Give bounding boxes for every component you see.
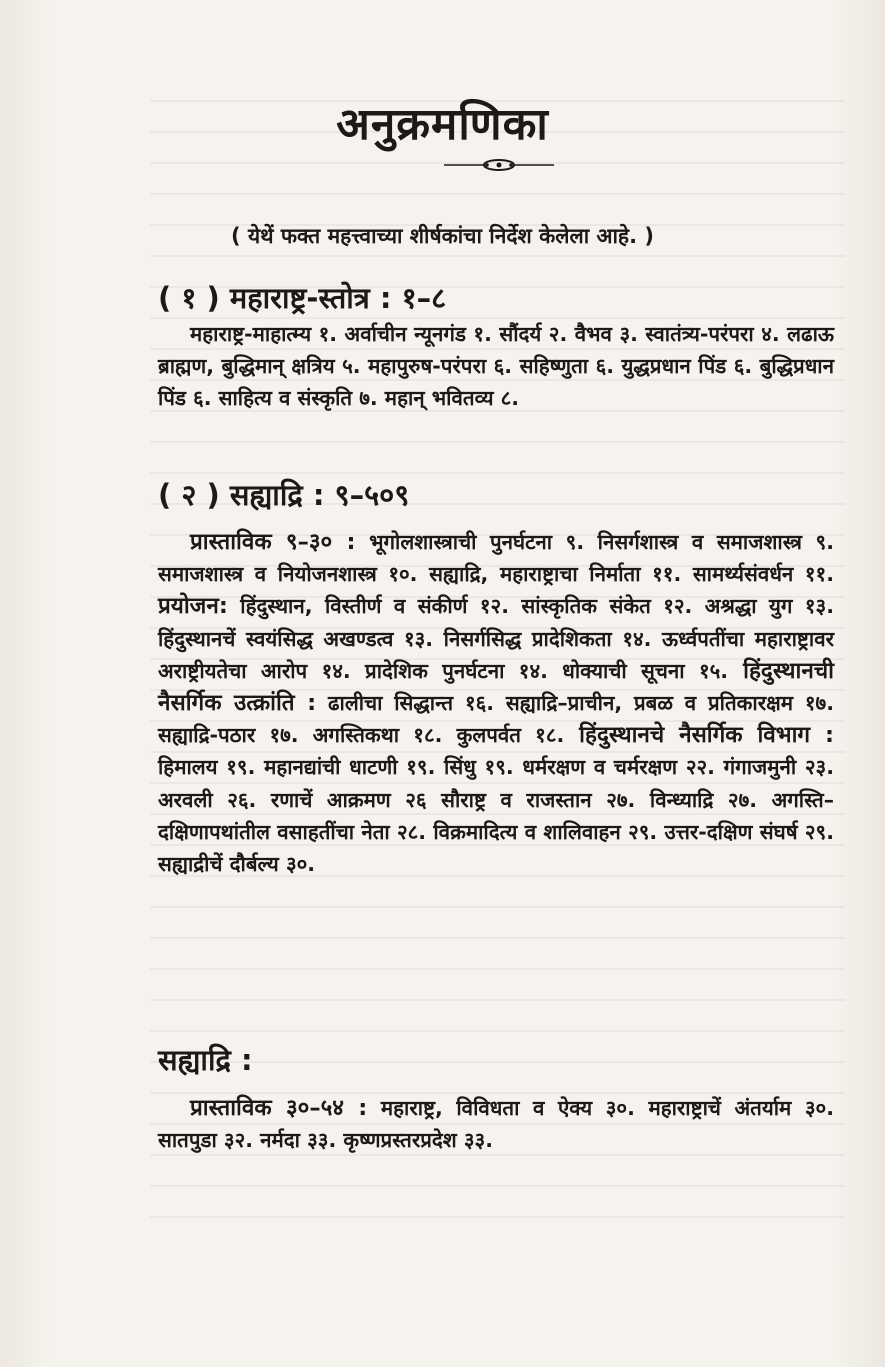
section-2-text-1: भूगोलशास्त्राची पुनर्घटना ९. निसर्गशास्त्र व समाजशास्त्र ९. समाजशास्त्र व नियोजनशास्त्र १०. सह्याद्रि, महाराष्ट्राचा निर्माता ११. सामर्थ्यसंवर्धन ११. (158, 530, 834, 587)
subheading-prayojan: प्रयोजन: (158, 593, 228, 620)
page-title: अनुक्रमणिका (336, 99, 549, 150)
section-2-text-3: ढालीचा सिद्धान्त १६. सह्याद्रि–प्राचीन, प्रबळ व प्रतिकारक्षम १७. सह्याद्रि-पठार १७. अगस्तिकथा १८. कुलपर्वत १८. (158, 691, 834, 748)
section-2-lead: प्रास्ताविक ९–३० : (190, 529, 356, 555)
subheading-natural-evolution: हिंदुस्थानची नैसर्गिक उत्क्रांति : (158, 657, 834, 717)
section-2-body (158, 526, 834, 880)
ornament-divider-icon (444, 157, 554, 173)
section-2-text-2: हिंदुस्थान, विस्तीर्ण व संकीर्ण १२. सांस्कृतिक संकेत १२. अश्रद्धा युग १३. हिंदुस्थानचें स्वयंसिद्ध अखण्डत्व १३. निसर्गसिद्ध प्रादेशिकता १४. ऊर्ध्वपतींचा महाराष्ट्रावर अराष्ट्रीयतेचा आरोप १४. प्रादेशिक पुनर्घटना १४. धोक्याची सूचना १५. (158, 594, 834, 683)
section-3-heading: सह्याद्रि : (158, 1043, 253, 1077)
section-3-text: महाराष्ट्र, विविधता व ऐक्य ३०. महाराष्ट्राचें अंतर्याम ३०. सातपुडा ३२. नर्मदा ३३. कृष्णप्रस्तरप्रदेश ३३. (158, 1096, 834, 1153)
index-note: ( येथें फक्त महत्त्वाच्या शीर्षकांचा निर्देश केलेला आहे. ) (231, 224, 654, 248)
section-2-heading: ( २ ) सह्याद्रि : ९–५०९ (158, 478, 410, 512)
subheading-natural-divisions: हिंदुस्थानचे नैसर्गिक विभाग : (564, 722, 834, 749)
section-3-lead: प्रास्ताविक ३०–५४ : (190, 1095, 368, 1121)
section-2-text-4: हिमालय १९. महानद्यांची धाटणी १९. सिंधु १९. धर्मरक्षण व चर्मरक्षण २२. गंगाजमुनी २३. अरवली २६. रणाचें आक्रमण २६ सौराष्ट्र व राजस्तान २७. विन्ध्याद्रि २७. अगस्ति–दक्षिणापथांतील वसाहतींचा नेता २८. विक्रमादित्य व शालिवाहन २९. उत्तर-दक्षिण संघर्ष २९. सह्याद्रीचें दौर्बल्य ३०. (158, 755, 834, 877)
section-3-body (158, 1092, 834, 1156)
section-1-body: महाराष्ट्र-माहात्म्य १. अर्वाचीन न्यूनगंड १. सौंदर्य २. वैभव ३. स्वातंत्र्य-परंपरा ४. लढाऊ ब्राह्मण, बुद्धिमान् क्षत्रिय ५. महापुरुष-परंपरा ६. सहिष्णुता ६. युद्धप्रधान पिंड ६. बुद्धिप्रधान पिंड ६. साहित्य व संस्कृति ७. महान् भवितव्य ८. (158, 322, 834, 411)
section-1-heading: ( १ ) महाराष्ट्र-स्तोत्र : १–८ (158, 281, 447, 315)
